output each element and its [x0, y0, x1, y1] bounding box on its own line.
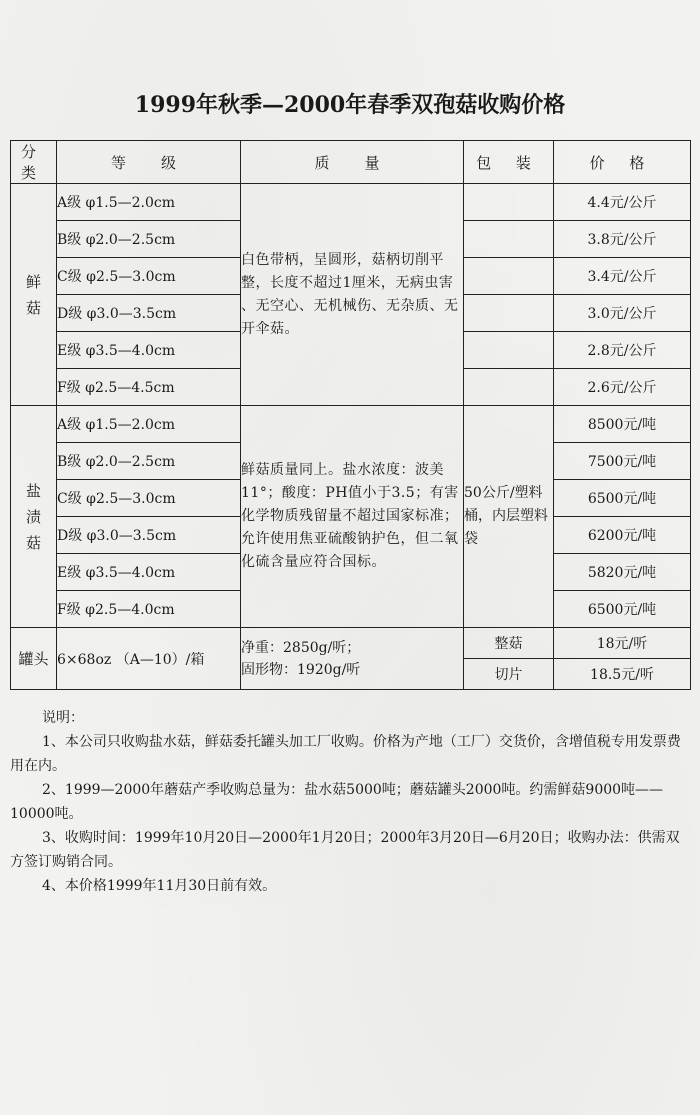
packaging-cell — [464, 332, 554, 369]
category-brined: 盐 渍 菇 — [11, 406, 57, 628]
grade-cell: B级 φ2.0—2.5cm — [57, 221, 241, 258]
page-title: 1999年秋季—2000年春季双孢菇收购价格 — [134, 92, 566, 118]
note-item: 4、本价格1999年11月30日前有效。 — [42, 878, 277, 894]
category-fresh: 鲜 菇 — [11, 184, 57, 406]
canned-weight — [241, 628, 464, 690]
price-cell: 4.4元/公斤 — [554, 184, 691, 221]
grade-cell: D级 φ3.0—3.5cm — [57, 517, 241, 554]
price-cell: 6500元/吨 — [554, 591, 691, 628]
packaging-cell — [464, 295, 554, 332]
price-cell: 2.6元/公斤 — [554, 369, 691, 406]
price-cell: 3.8元/公斤 — [554, 221, 691, 258]
quality-brined: 鲜菇质量同上。盐水浓度：波美11°；酸度：PH值小于3.5；有害化学物质残留量不超过国家标准；允许使用焦亚硫酸钠护色，但二氧化硫含量应符合国标。 — [241, 406, 464, 628]
grade-cell: C级 φ2.5—3.0cm — [57, 258, 241, 295]
packaging-brined: 50公斤/塑料桶，内层塑料袋 — [464, 406, 554, 628]
grade-cell: E级 φ3.5—4.0cm — [57, 332, 241, 369]
note-item: 3、收购时间：1999年10月20日—2000年1月20日；2000年3月20日—6月20日；收购办法：供需双方签订购销合同。 — [10, 830, 680, 870]
header-category: 分类 — [11, 141, 57, 184]
price-cell: 18.5元/听 — [554, 659, 691, 690]
header-price: 价 格 — [554, 141, 691, 184]
price-cell: 6200元/吨 — [554, 517, 691, 554]
price-table — [10, 140, 691, 690]
grade-cell: F级 φ2.5—4.0cm — [57, 591, 241, 628]
price-cell: 2.8元/公斤 — [554, 332, 691, 369]
table-row — [11, 184, 691, 221]
price-cell: 5820元/吨 — [554, 554, 691, 591]
price-cell: 7500元/吨 — [554, 443, 691, 480]
price-cell: 6500元/吨 — [554, 480, 691, 517]
notes-section — [10, 706, 690, 898]
price-cell: 18元/听 — [554, 628, 691, 659]
packaging-cell — [464, 258, 554, 295]
grade-cell: A级 φ1.5—2.0cm — [57, 184, 241, 221]
note-item: 1、本公司只收购盐水菇，鲜菇委托罐头加工厂收购。价格为产地（工厂）交货价，含增值税专用发票费用在内。 — [10, 734, 681, 774]
grade-cell: B级 φ2.0—2.5cm — [57, 443, 241, 480]
header-grade: 等 级 — [57, 141, 241, 184]
canned-spec: 6×68oz （A—10）/箱 — [57, 628, 241, 690]
category-canned: 罐头 — [11, 628, 57, 690]
packaging-cell — [464, 369, 554, 406]
grade-cell: E级 φ3.5—4.0cm — [57, 554, 241, 591]
table-header-row — [11, 141, 691, 184]
grade-cell: A级 φ1.5—2.0cm — [57, 406, 241, 443]
price-cell: 8500元/吨 — [554, 406, 691, 443]
solids-weight: 固形物：1920g/听 — [241, 661, 361, 678]
grade-cell: F级 φ2.5—4.5cm — [57, 369, 241, 406]
price-cell: 3.0元/公斤 — [554, 295, 691, 332]
table-row — [11, 406, 691, 443]
packaging-cell — [464, 184, 554, 221]
canned-type: 切片 — [464, 659, 554, 690]
canned-type: 整菇 — [464, 628, 554, 659]
table-row — [11, 628, 691, 659]
quality-fresh: 白色带柄，呈圆形，菇柄切削平整，长度不超过1厘米，无病虫害 、无空心、无机械伤、无杂质、无开伞菇。 — [241, 184, 464, 406]
grade-cell: C级 φ2.5—3.0cm — [57, 480, 241, 517]
grade-cell: D级 φ3.0—3.5cm — [57, 295, 241, 332]
header-packaging: 包 装 — [464, 141, 554, 184]
note-item: 2、1999—2000年蘑菇产季收购总量为：盐水菇5000吨；蘑菇罐头2000吨。约需鲜菇9000吨——10000吨。 — [10, 782, 664, 822]
packaging-cell — [464, 221, 554, 258]
header-quality: 质 量 — [241, 141, 464, 184]
price-cell: 3.4元/公斤 — [554, 258, 691, 295]
net-weight: 净重：2850g/听； — [241, 639, 361, 656]
notes-heading: 说明： — [42, 710, 84, 726]
